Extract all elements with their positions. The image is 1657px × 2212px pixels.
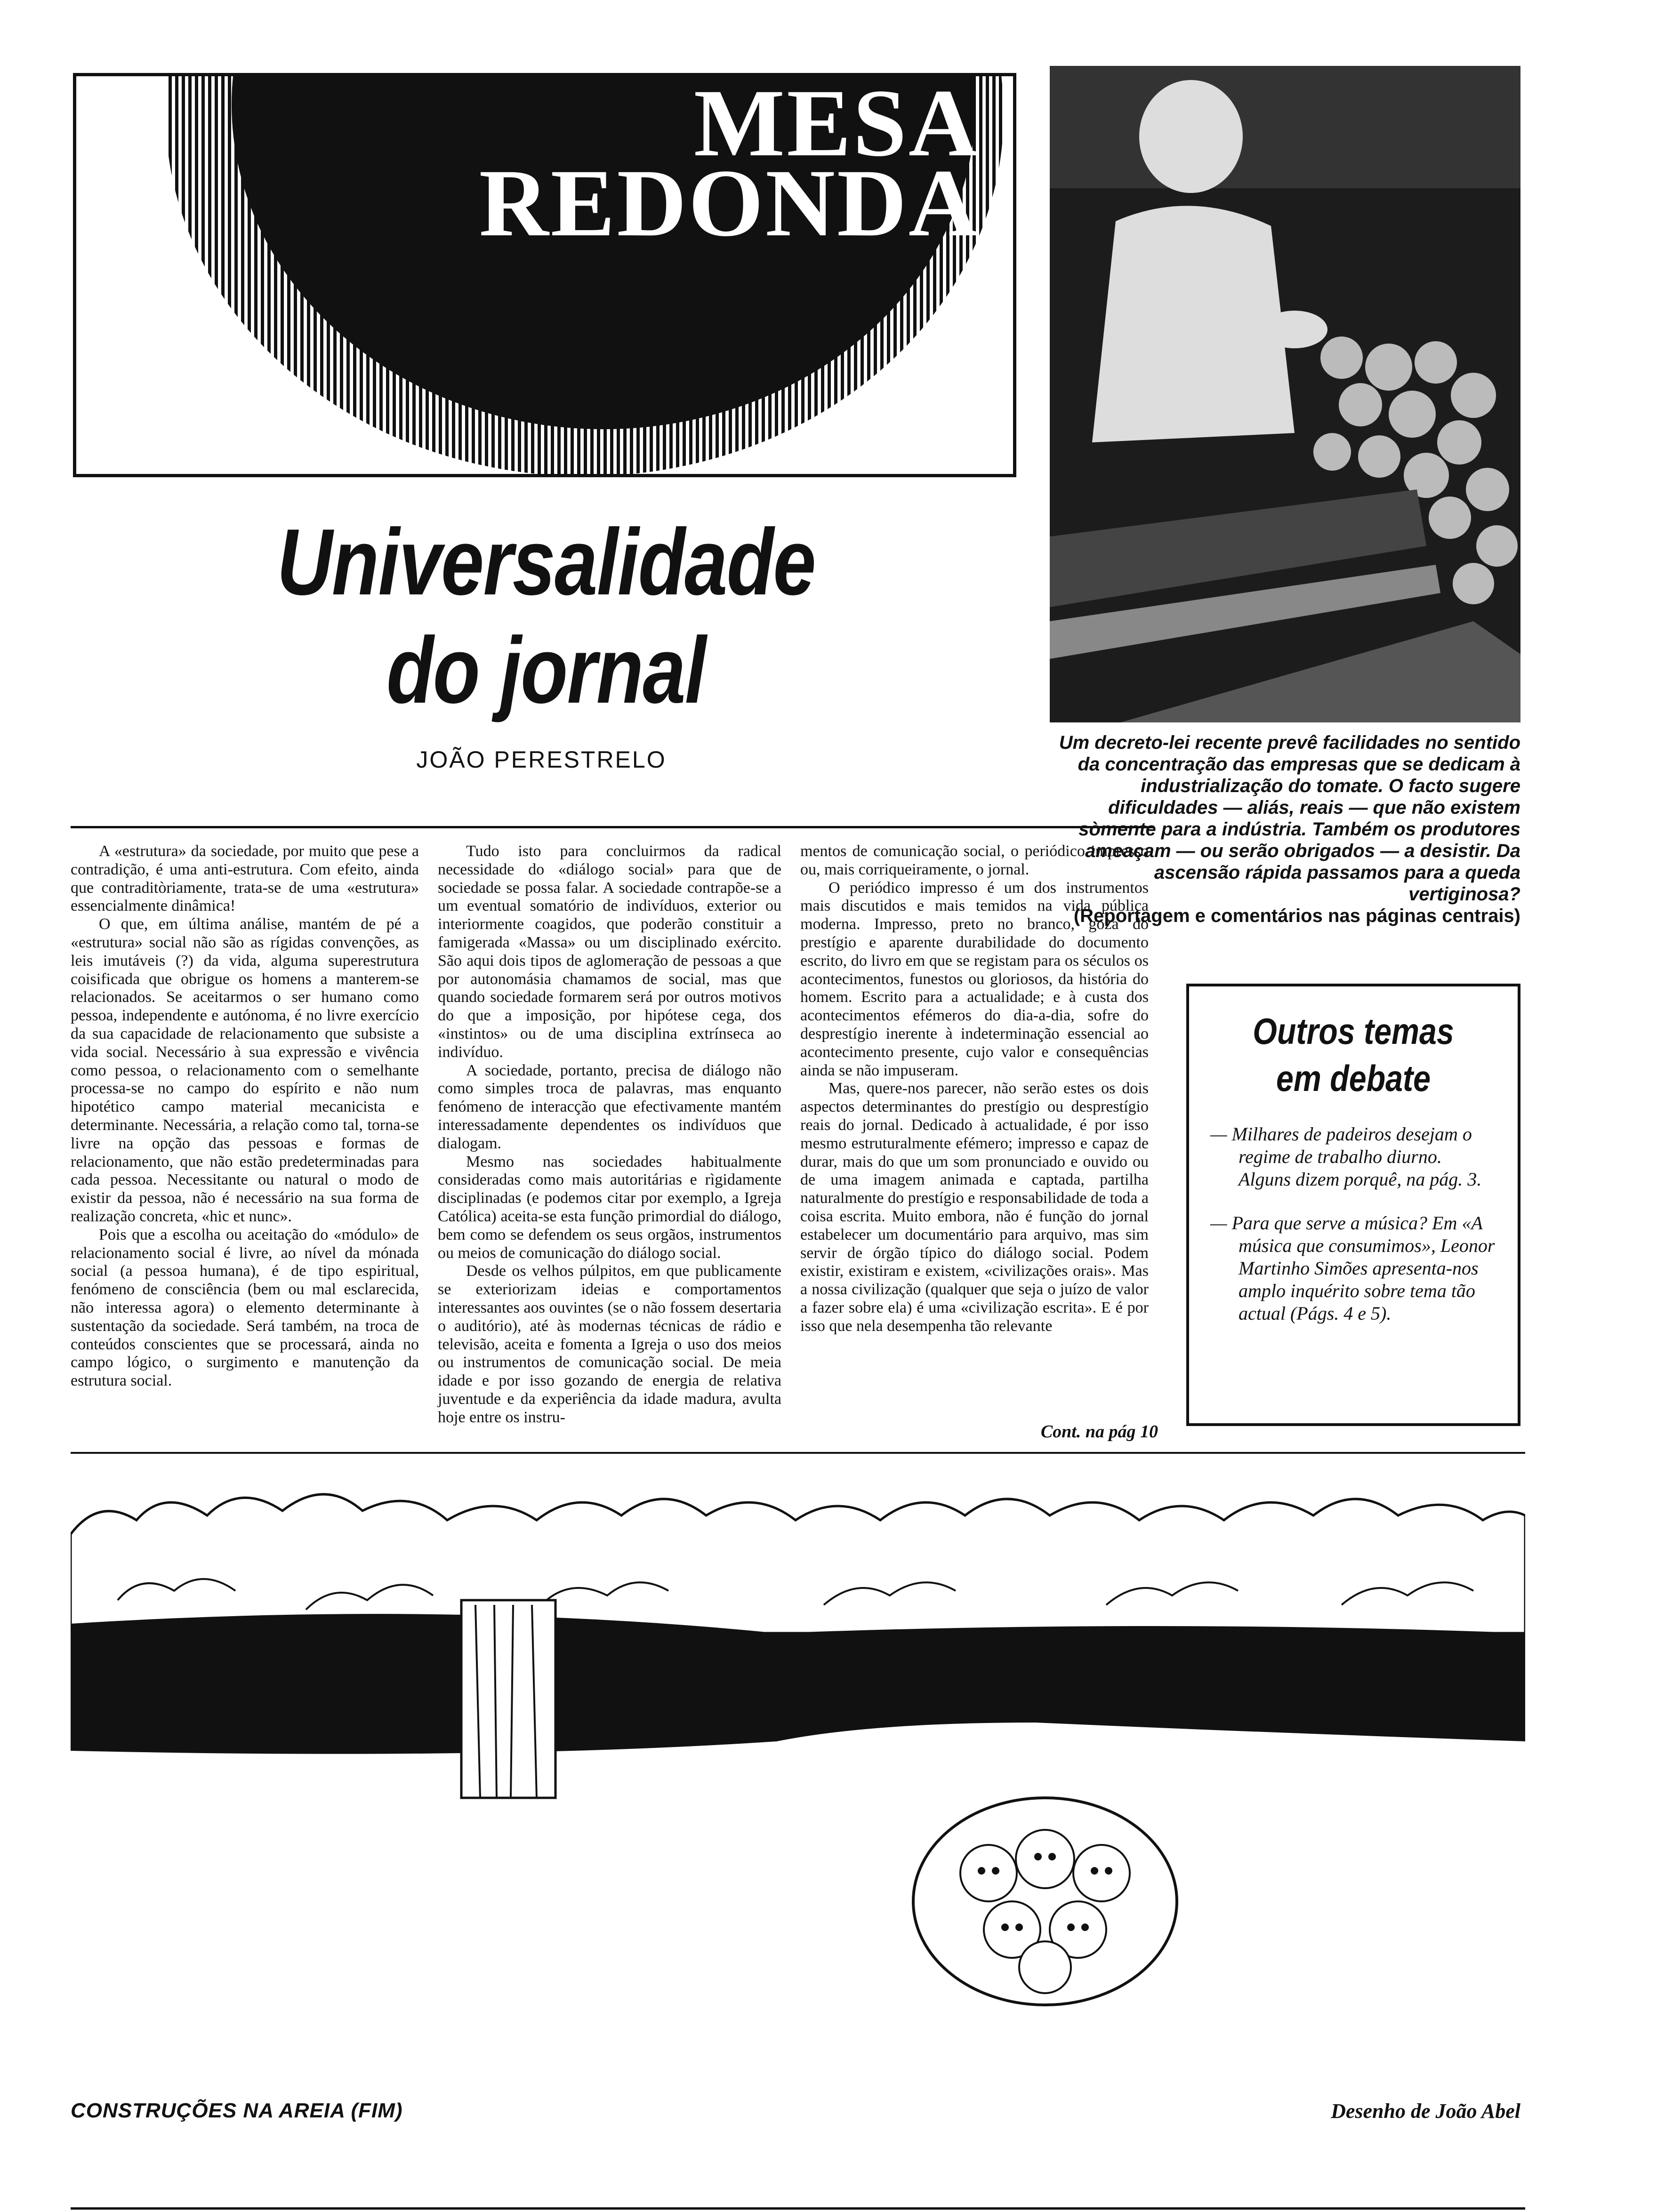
paragraph: A sociedade, portanto, precisa de diálogo não como simples troca de palavras, mas enquanto fenómeno de interacção que efectivamente mantém interessadamente dependentes os indivíduos que dialogam. (438, 1061, 781, 1152)
cartoon-caption: CONSTRUÇÕES NA AREIA (FIM) (71, 2099, 403, 2122)
masthead (73, 73, 1016, 477)
continued-link[interactable]: Cont. na pág 10 (1040, 1422, 1158, 1442)
box-title-line1: Outros temas (1253, 1010, 1454, 1052)
caption-reference: (Reportagem e comentários nas páginas centrais) (1073, 906, 1520, 926)
paragraph: Tudo isto para concluirmos da radical necessidade do «diálogo social» para que de sociedade se possa falar. A sociedade contrapõe-se a um eventual somatório de indivíduos, exterior ou interiormente coagidos, que poderão constituir a famigerada «Massa» ou um disciplinado exército. São aqui dois tipos de aglomeração de pessoas a que por autonomásia chamamos de social, mas que quando sociedade formarem será por outros motivos do que a imposição, por hipótese cega, dos «instintos» ou de uma disciplina extrínseca ao indivíduo. (438, 842, 781, 1061)
box-title (1232, 1008, 1475, 1102)
box-item[interactable]: — Milhares de padeiros desejam o regime de trabalho diurno. Alguns dizem porquê, na pág. 3. (1210, 1123, 1482, 1190)
paragraph: Pois que a escolha ou aceitação do «módulo» de relacionamento social é livre, ao nível da mónada social (a pessoa humana), é de tipo espiritual, fenómeno de consciência (bem ou mal esclarecida, não interessa agora) o elemento determinante à sustentação da sociedade. Será também, na troca de conteúdos conscientes que se processará, ainda no campo lógico, o surgimento e manutenção da estrutura social. (71, 1226, 419, 1390)
box-title-line2: em debate (1276, 1058, 1431, 1099)
caption-text: Um decreto-lei recente prevê facilidades no sentido da concentração das empresas que se dedicam à industrialização do tomate. O facto sugere dificuldades — aliás, reais — que não existem sòmente para a indústria. Também os produtores ameaçam — ou serão obrigados — a desistir. Da ascensão rápida passamos para a queda vertiginosa? (1059, 732, 1520, 905)
byline: JOÃO PERESTRELO (416, 746, 667, 773)
paragraph: Mesmo nas sociedades habitualmente consideradas como mais autoritárias e rìgidamente disciplinadas (e podemos citar por exemplo, a Igreja Católica) aceita-se esta função primordial do diálogo, bem como se defendem os seus orgãos, instrumentos ou meios de comunicação do diálogo social. (438, 1153, 781, 1262)
headline (260, 508, 832, 725)
article-column-2 (438, 842, 781, 1427)
divider-rule (71, 1452, 1525, 1454)
cartoon-credit: Desenho de João Abel (1331, 2100, 1520, 2123)
other-topics-box (1186, 984, 1520, 1426)
paragraph: O que, em última análise, mantém de pé a «estrutura» social não são as rígidas convenções, as leis imutáveis (?) da vida, alguma superestrutura coisificada que obrigue os homens a manterem-se relacionados. Se aceitarmos o ser humano como pessoa, independente e autónoma, é no livre exercício da sua capacidade de relacionamento que subsiste a vida social. Necessário à sua expressão e vivência como pessoa, o relacionamento com o semelhante processa-se no campo do espírito e não num hipotético campo material mecanicista e determinante. Necessária, a relação como tal, torna-se livre na opção das pessoas e formas de relacionamento, que não estão predeterminadas para cada pessoa. Necessitante ou natural o modo de existir da pessoa, não é necessário na sua forma de realização concreta, «hic et nunc». (71, 915, 419, 1225)
headline-line2: do jornal (386, 618, 706, 723)
divider-rule (71, 826, 1153, 828)
paragraph: O periódico impresso é um dos instrumentos mais discutidos e mais temidos na vida pública moderna. Impresso, preto no branco, goza do prestígio e aparente durabilidade do documento escrito, do livro em que se registam para os séculos os acontecimentos, funestos ou gloriosos, da história do homem. Escrito para a actualidade; e à custa dos acontecimentos efémeros do dia-a-dia, sofre do desprestígio inerente à indeterminação essencial ao acontecimento presente, cujo valor e consequências ainda se não impuseram. (800, 879, 1149, 1079)
paragraph: Mas, quere-nos parecer, não serão estes os dois aspectos determinantes do prestígio ou desprestígio reais do jornal. Dedicado à actualidade, é por isso mesmo estruturalmente efémero; impresso e capaz de durar, mais do que um som pronunciado e ouvido ou de uma imagem animada e captada, partilha naturalmente do prestígio e responsabilidade de toda a coisa escrita. Muito embora, não é função do jornal estabelecer um documentário para arquivo, mas sim servir de órgão típico do diálogo social. Podem existir, existiram e existem, «civilizações orais». Mas a nossa civilização (qualquer que seja o juízo de valor a fazer sobre ela) é uma «civilização escrita». E é por isso que nela desempenha tão relevante (800, 1080, 1149, 1335)
photo-caption (1050, 732, 1520, 927)
paragraph: A «estrutura» da sociedade, por muito que pese a contradição, é uma anti-estrutura. Com efeito, ainda que contraditòriamente, trata-se de uma «estrutura» essencialmente dinâmica! (71, 842, 419, 915)
paragraph: Desde os velhos púlpitos, em que publicamente se exteriorizam ideias e comportamentos interessantes aos ouvintes (se o não fossem desertaria o auditório), até às modernas técnicas de rádio e televisão, aceita e fomenta a Igreja o uso dos meios ou instrumentos de comunicação social. De meia idade e por isso gozando de energia de relativa juventude e da experiência da idade madura, avulta hoje entre os instru- (438, 1262, 781, 1426)
article-column-1 (71, 842, 419, 1390)
masthead-title (479, 73, 980, 256)
masthead-line1: MESA (693, 73, 980, 176)
cartoon-illustration (71, 1478, 1525, 2094)
box-item[interactable]: — Para que serve a música? Em «A música que consumimos», Leonor Martinho Simões apresenta-nos amplo inquérito sobre tema tão actual (Págs. 4 e 5). (1210, 1212, 1495, 1324)
divider-rule (71, 2207, 1525, 2210)
tomato-factory-photo (1050, 66, 1520, 722)
masthead-line2: REDONDA (479, 150, 980, 256)
headline-line1: Universalidade (277, 510, 815, 615)
paragraph: mentos de comunicação social, o periódico impresso ou, mais corriqueiramente, o jornal. (800, 842, 1149, 878)
